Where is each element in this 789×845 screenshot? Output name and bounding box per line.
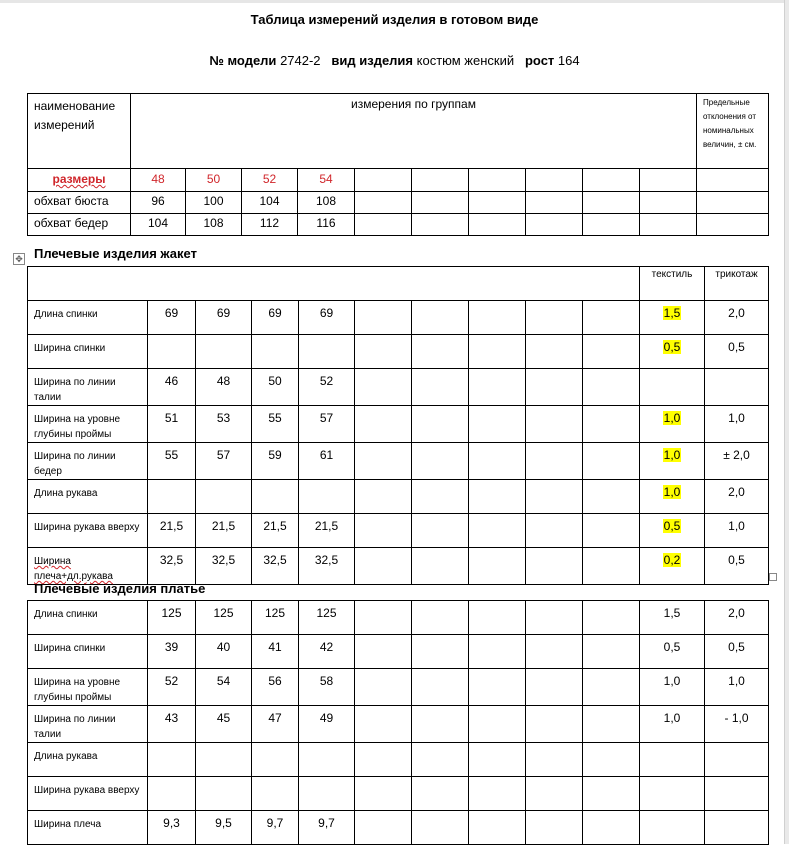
empty-cell <box>469 777 526 811</box>
row-label: Длина рукава <box>28 743 148 777</box>
empty-cell <box>526 406 583 443</box>
empty-cell <box>583 406 640 443</box>
table-row <box>28 192 769 214</box>
value-cell: 100 <box>186 192 242 214</box>
value-cell: 52 <box>299 369 355 406</box>
row-label: обхват бюста <box>28 192 131 214</box>
value-cell <box>252 335 299 369</box>
textile-value: 1,5 <box>663 606 681 620</box>
row-label: Длина спинки <box>28 301 148 335</box>
value-cell: 125 <box>299 601 355 635</box>
sizes-label: размеры <box>28 169 131 192</box>
value-cell: 125 <box>148 601 196 635</box>
empty-cell <box>469 169 526 192</box>
textile-value: 1,0 <box>663 448 681 462</box>
empty-cell <box>355 335 412 369</box>
empty-cell <box>355 406 412 443</box>
value-cell <box>299 480 355 514</box>
value-cell: 112 <box>242 214 298 236</box>
row-label: Ширина спинки <box>28 335 148 369</box>
empty-cell <box>469 369 526 406</box>
row-label: Ширина по линии талии <box>28 706 148 743</box>
value-cell: 116 <box>298 214 355 236</box>
empty-cell <box>640 169 697 192</box>
table-row <box>28 743 769 777</box>
value-cell: 125 <box>196 601 252 635</box>
value-cell: 21,5 <box>196 514 252 548</box>
empty-cell <box>526 369 583 406</box>
empty-cell <box>583 669 640 706</box>
groups-header: измерения по группам <box>131 94 697 169</box>
empty-cell <box>355 635 412 669</box>
value-cell: 69 <box>252 301 299 335</box>
value-cell: 39 <box>148 635 196 669</box>
empty-cell <box>526 743 583 777</box>
textile-value: 0,2 <box>663 553 681 567</box>
knit-cell: 1,0 <box>705 669 769 706</box>
knit-cell: 0,5 <box>705 335 769 369</box>
jacket-header-blank <box>28 267 640 301</box>
value-cell: 47 <box>252 706 299 743</box>
value-cell: 51 <box>148 406 196 443</box>
table-row <box>28 777 769 811</box>
deviation-header: Предельные отклонения от номинальных величин, ± см. <box>697 94 769 169</box>
empty-cell <box>697 192 769 214</box>
value-cell: 56 <box>252 669 299 706</box>
value-cell <box>148 480 196 514</box>
empty-cell <box>583 369 640 406</box>
empty-cell <box>526 548 583 585</box>
empty-cell <box>412 480 469 514</box>
empty-cell <box>412 743 469 777</box>
size-cell: 48 <box>131 169 186 192</box>
empty-cell <box>412 369 469 406</box>
empty-cell <box>355 706 412 743</box>
empty-cell <box>412 214 469 236</box>
value-cell: 45 <box>196 706 252 743</box>
document-title: Таблица измерений изделия в готовом виде <box>250 12 539 27</box>
table-move-handle-icon[interactable]: ✥ <box>13 253 25 265</box>
empty-cell <box>469 480 526 514</box>
value-cell: 59 <box>252 443 299 480</box>
value-cell: 108 <box>186 214 242 236</box>
empty-cell <box>526 514 583 548</box>
textile-value: 1,0 <box>663 411 681 425</box>
value-cell: 55 <box>148 443 196 480</box>
value-cell: 69 <box>148 301 196 335</box>
table-row <box>28 706 769 743</box>
empty-cell <box>526 669 583 706</box>
row-label: Длина рукава <box>28 480 148 514</box>
value-cell: 96 <box>131 192 186 214</box>
knit-cell: 1,0 <box>705 406 769 443</box>
empty-cell <box>412 706 469 743</box>
empty-cell <box>469 335 526 369</box>
empty-cell <box>583 777 640 811</box>
table-row <box>28 480 769 514</box>
measurement-name-header: наименование измерений <box>28 94 131 169</box>
empty-cell <box>526 706 583 743</box>
value-cell: 9,7 <box>299 811 355 845</box>
value-cell: 57 <box>196 443 252 480</box>
value-cell <box>196 743 252 777</box>
table-row <box>28 406 769 443</box>
table-row <box>28 369 769 406</box>
textile-cell <box>640 406 705 443</box>
empty-cell <box>469 192 526 214</box>
table-row <box>28 635 769 669</box>
empty-cell <box>469 635 526 669</box>
dress-table <box>27 600 769 845</box>
value-cell: 52 <box>148 669 196 706</box>
textile-cell <box>640 480 705 514</box>
empty-cell <box>583 214 640 236</box>
value-cell: 69 <box>196 301 252 335</box>
empty-cell <box>526 335 583 369</box>
empty-cell <box>412 635 469 669</box>
value-cell <box>252 480 299 514</box>
value-cell: 53 <box>196 406 252 443</box>
empty-cell <box>583 335 640 369</box>
model-value: 2742-2 <box>280 53 321 68</box>
empty-cell <box>526 777 583 811</box>
empty-cell <box>583 811 640 845</box>
row-label: Ширина по линии талии <box>28 369 148 406</box>
value-cell: 104 <box>131 214 186 236</box>
textile-cell <box>640 635 705 669</box>
empty-cell <box>697 214 769 236</box>
value-cell <box>196 480 252 514</box>
knit-cell: 2,0 <box>705 480 769 514</box>
row-label: Ширина плеча+дл.рукава <box>28 548 148 585</box>
value-cell <box>148 743 196 777</box>
table-resize-handle[interactable] <box>769 573 777 581</box>
empty-cell <box>355 777 412 811</box>
type-label: вид изделия <box>331 53 414 68</box>
textile-cell <box>640 514 705 548</box>
empty-cell <box>469 443 526 480</box>
textile-value: 1,0 <box>663 674 681 688</box>
empty-cell <box>355 601 412 635</box>
empty-cell <box>469 406 526 443</box>
table-row <box>28 601 769 635</box>
row-label: обхват бедер <box>28 214 131 236</box>
empty-cell <box>355 214 412 236</box>
textile-value: 0,5 <box>663 340 681 354</box>
value-cell: 125 <box>252 601 299 635</box>
value-cell <box>299 777 355 811</box>
knit-cell: 2,0 <box>705 601 769 635</box>
empty-cell <box>412 335 469 369</box>
value-cell: 32,5 <box>196 548 252 585</box>
empty-cell <box>355 548 412 585</box>
row-label: Ширина плеча <box>28 811 148 845</box>
value-cell: 57 <box>299 406 355 443</box>
empty-cell <box>412 811 469 845</box>
value-cell <box>299 743 355 777</box>
value-cell: 40 <box>196 635 252 669</box>
empty-cell <box>526 601 583 635</box>
textile-value: 1,0 <box>663 485 681 499</box>
jacket-table <box>27 266 769 585</box>
empty-cell <box>355 192 412 214</box>
empty-cell <box>469 811 526 845</box>
empty-cell <box>355 480 412 514</box>
table-row <box>28 301 769 335</box>
empty-cell <box>355 301 412 335</box>
row-label: Ширина спинки <box>28 635 148 669</box>
row-label: Ширина рукава вверху <box>28 514 148 548</box>
empty-cell <box>526 635 583 669</box>
value-cell <box>299 335 355 369</box>
textile-cell <box>640 811 705 845</box>
value-cell: 9,3 <box>148 811 196 845</box>
knit-cell <box>705 743 769 777</box>
value-cell: 49 <box>299 706 355 743</box>
empty-cell <box>526 214 583 236</box>
value-cell: 43 <box>148 706 196 743</box>
model-info-line <box>0 53 789 68</box>
row-label: Ширина рукава вверху <box>28 777 148 811</box>
textile-cell <box>640 777 705 811</box>
value-cell: 54 <box>196 669 252 706</box>
empty-cell <box>640 192 697 214</box>
row-label: Ширина на уровне глубины проймы <box>28 669 148 706</box>
empty-cell <box>526 301 583 335</box>
empty-cell <box>355 514 412 548</box>
table-row <box>28 548 769 585</box>
value-cell: 9,5 <box>196 811 252 845</box>
knit-header: трикотаж <box>705 267 769 301</box>
textile-header: текстиль <box>640 267 705 301</box>
dress-section-title: Плечевые изделия платье <box>34 581 206 596</box>
table-row <box>28 669 769 706</box>
value-cell: 61 <box>299 443 355 480</box>
table-row <box>28 514 769 548</box>
value-cell <box>252 777 299 811</box>
knit-cell: 0,5 <box>705 635 769 669</box>
value-cell: 48 <box>196 369 252 406</box>
value-cell: 58 <box>299 669 355 706</box>
value-cell: 46 <box>148 369 196 406</box>
textile-cell <box>640 548 705 585</box>
empty-cell <box>412 192 469 214</box>
textile-cell <box>640 443 705 480</box>
value-cell <box>148 335 196 369</box>
empty-cell <box>469 214 526 236</box>
knit-cell <box>705 811 769 845</box>
empty-cell <box>526 443 583 480</box>
empty-cell <box>469 743 526 777</box>
sizes-row <box>28 169 769 192</box>
empty-cell <box>412 301 469 335</box>
value-cell: 32,5 <box>252 548 299 585</box>
empty-cell <box>412 169 469 192</box>
empty-cell <box>469 514 526 548</box>
row-label: Ширина на уровне глубины проймы <box>28 406 148 443</box>
table-row <box>28 443 769 480</box>
knit-cell: - 1,0 <box>705 706 769 743</box>
empty-cell <box>526 811 583 845</box>
empty-cell <box>697 169 769 192</box>
value-cell: 108 <box>298 192 355 214</box>
knit-cell: 0,5 <box>705 548 769 585</box>
value-cell: 32,5 <box>299 548 355 585</box>
empty-cell <box>583 480 640 514</box>
empty-cell <box>583 706 640 743</box>
knit-cell <box>705 369 769 406</box>
empty-cell <box>412 777 469 811</box>
empty-cell <box>355 743 412 777</box>
page-top-edge <box>0 0 789 3</box>
height-value: 164 <box>557 53 580 68</box>
size-cell: 52 <box>242 169 298 192</box>
empty-cell <box>583 514 640 548</box>
model-label: № модели <box>209 53 277 68</box>
knit-cell: ± 2,0 <box>705 443 769 480</box>
value-cell <box>196 777 252 811</box>
textile-cell <box>640 706 705 743</box>
textile-cell <box>640 335 705 369</box>
empty-cell <box>469 706 526 743</box>
empty-cell <box>583 601 640 635</box>
empty-cell <box>355 169 412 192</box>
value-cell: 41 <box>252 635 299 669</box>
value-cell: 32,5 <box>148 548 196 585</box>
textile-value: 1,0 <box>663 711 681 725</box>
empty-cell <box>469 301 526 335</box>
value-cell: 21,5 <box>252 514 299 548</box>
value-cell: 104 <box>242 192 298 214</box>
empty-cell <box>412 406 469 443</box>
empty-cell <box>583 192 640 214</box>
empty-cell <box>355 443 412 480</box>
knit-cell: 2,0 <box>705 301 769 335</box>
empty-cell <box>640 214 697 236</box>
value-cell: 50 <box>252 369 299 406</box>
empty-cell <box>526 169 583 192</box>
empty-cell <box>469 601 526 635</box>
value-cell: 21,5 <box>299 514 355 548</box>
empty-cell <box>583 169 640 192</box>
value-cell: 9,7 <box>252 811 299 845</box>
textile-cell <box>640 301 705 335</box>
empty-cell <box>412 601 469 635</box>
knit-cell: 1,0 <box>705 514 769 548</box>
empty-cell <box>469 548 526 585</box>
empty-cell <box>583 743 640 777</box>
type-value: костюм женский <box>416 53 515 68</box>
table-row <box>28 214 769 236</box>
table-row <box>28 335 769 369</box>
value-cell: 42 <box>299 635 355 669</box>
value-cell: 69 <box>299 301 355 335</box>
empty-cell <box>583 443 640 480</box>
height-label: рост <box>524 53 555 68</box>
empty-cell <box>412 514 469 548</box>
value-cell: 21,5 <box>148 514 196 548</box>
size-cell: 50 <box>186 169 242 192</box>
value-cell <box>252 743 299 777</box>
empty-cell <box>526 192 583 214</box>
knit-cell <box>705 777 769 811</box>
empty-cell <box>355 811 412 845</box>
empty-cell <box>355 369 412 406</box>
jacket-section-title: Плечевые изделия жакет <box>34 246 197 261</box>
empty-cell <box>469 669 526 706</box>
summary-table <box>27 93 769 236</box>
size-cell: 54 <box>298 169 355 192</box>
empty-cell <box>583 635 640 669</box>
textile-cell <box>640 601 705 635</box>
page-right-edge <box>784 0 789 844</box>
empty-cell <box>583 301 640 335</box>
row-label: Ширина по линии бедер <box>28 443 148 480</box>
textile-cell <box>640 669 705 706</box>
empty-cell <box>355 669 412 706</box>
empty-cell <box>412 443 469 480</box>
textile-cell <box>640 743 705 777</box>
empty-cell <box>412 669 469 706</box>
empty-cell <box>526 480 583 514</box>
value-cell <box>196 335 252 369</box>
textile-value: 0,5 <box>663 519 681 533</box>
table-row <box>28 811 769 845</box>
textile-value: 1,5 <box>663 306 681 320</box>
value-cell: 55 <box>252 406 299 443</box>
row-label: Длина спинки <box>28 601 148 635</box>
value-cell <box>148 777 196 811</box>
empty-cell <box>412 548 469 585</box>
empty-cell <box>583 548 640 585</box>
textile-value: 0,5 <box>663 640 681 654</box>
textile-cell <box>640 369 705 406</box>
